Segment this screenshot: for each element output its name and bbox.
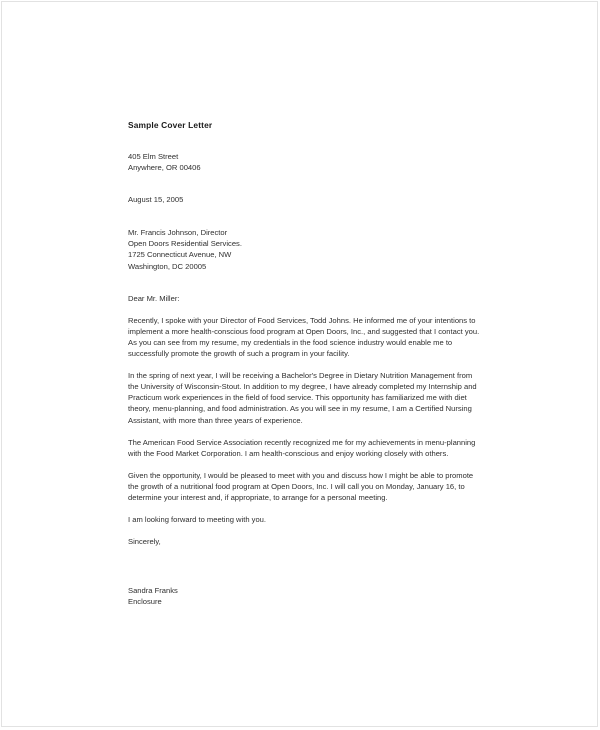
sender-address-line: 405 Elm Street: [128, 152, 179, 161]
body-paragraph: Recently, I spoke with your Director of Food Services, Todd Johns. He informed me of your intentions to implement a more health-conscious food program at Open Doors, Inc., and suggested that I contact you. As you can see from my resume, my credentials in the food science industry would enable me to successfully promote the growth of such a program in your facility.: [128, 315, 480, 359]
cover-letter-body: [128, 120, 480, 607]
page-title: Sample Cover Letter: [128, 120, 213, 130]
spacer-before-salutation: [128, 272, 480, 293]
recipient-address-block: [128, 227, 480, 271]
spacer-before-complimentary-close: [128, 525, 480, 536]
signature-block: [128, 585, 480, 607]
recipient-address-line: 1725 Connecticut Avenue, NW: [128, 250, 232, 260]
spacer-before-paragraph-2: [128, 359, 480, 370]
complimentary-close: Sincerely,: [128, 537, 161, 547]
spacer-before-closing-line: [128, 503, 480, 514]
recipient-address-line: Washington, DC 20005: [128, 261, 207, 271]
body-paragraph: Given the opportunity, I would be pleased to meet with you and discuss how I might be able to promote the growth of a nutritional food program at Open Doors, Inc. I will call you on Monday, January 16, to determine your interest and, if appropriate, to arrange for a personal meeting.: [128, 470, 474, 502]
body-paragraph: The American Food Service Association recently recognized me for my achievements in menu-planning with the Food Market Corporation. I am health-conscious and enjoy working closely with others.: [128, 437, 476, 458]
spacer-before-paragraph-1: [128, 304, 480, 315]
closing-line: I am looking forward to meeting with you.: [128, 515, 267, 525]
salutation: Dear Mr. Miller:: [128, 293, 180, 303]
signature-space: [128, 547, 480, 585]
recipient-address-line: Open Doors Residential Services.: [128, 239, 242, 249]
body-paragraph: In the spring of next year, I will be receiving a Bachelor's Degree in Dietary Nutrition Management from the University of Wisconsin-Stout. In addition to my degree, I have already completed my Internship and Practicum work experiences in the field of food service. This opportunity has familiarized me with diet theory, menu-planning, and food administration. As you will see in my resume, I am a Certified Nursing Assistant, with more than three years of experience.: [128, 371, 477, 425]
sender-address-line: Anywhere, OR 00406: [128, 163, 201, 173]
spacer-after-title: [128, 131, 480, 151]
signature-name: Sandra Franks: [128, 586, 178, 596]
spacer-before-paragraph-3: [128, 426, 480, 437]
letter-date: August 15, 2005: [128, 195, 184, 205]
sender-address-block: [128, 151, 480, 173]
spacer-before-date: [128, 173, 480, 194]
recipient-address-line: Mr. Francis Johnson, Director: [128, 228, 228, 238]
enclosure-note: Enclosure: [128, 597, 162, 607]
spacer-before-paragraph-4: [128, 459, 480, 470]
spacer-before-recipient: [128, 205, 480, 227]
